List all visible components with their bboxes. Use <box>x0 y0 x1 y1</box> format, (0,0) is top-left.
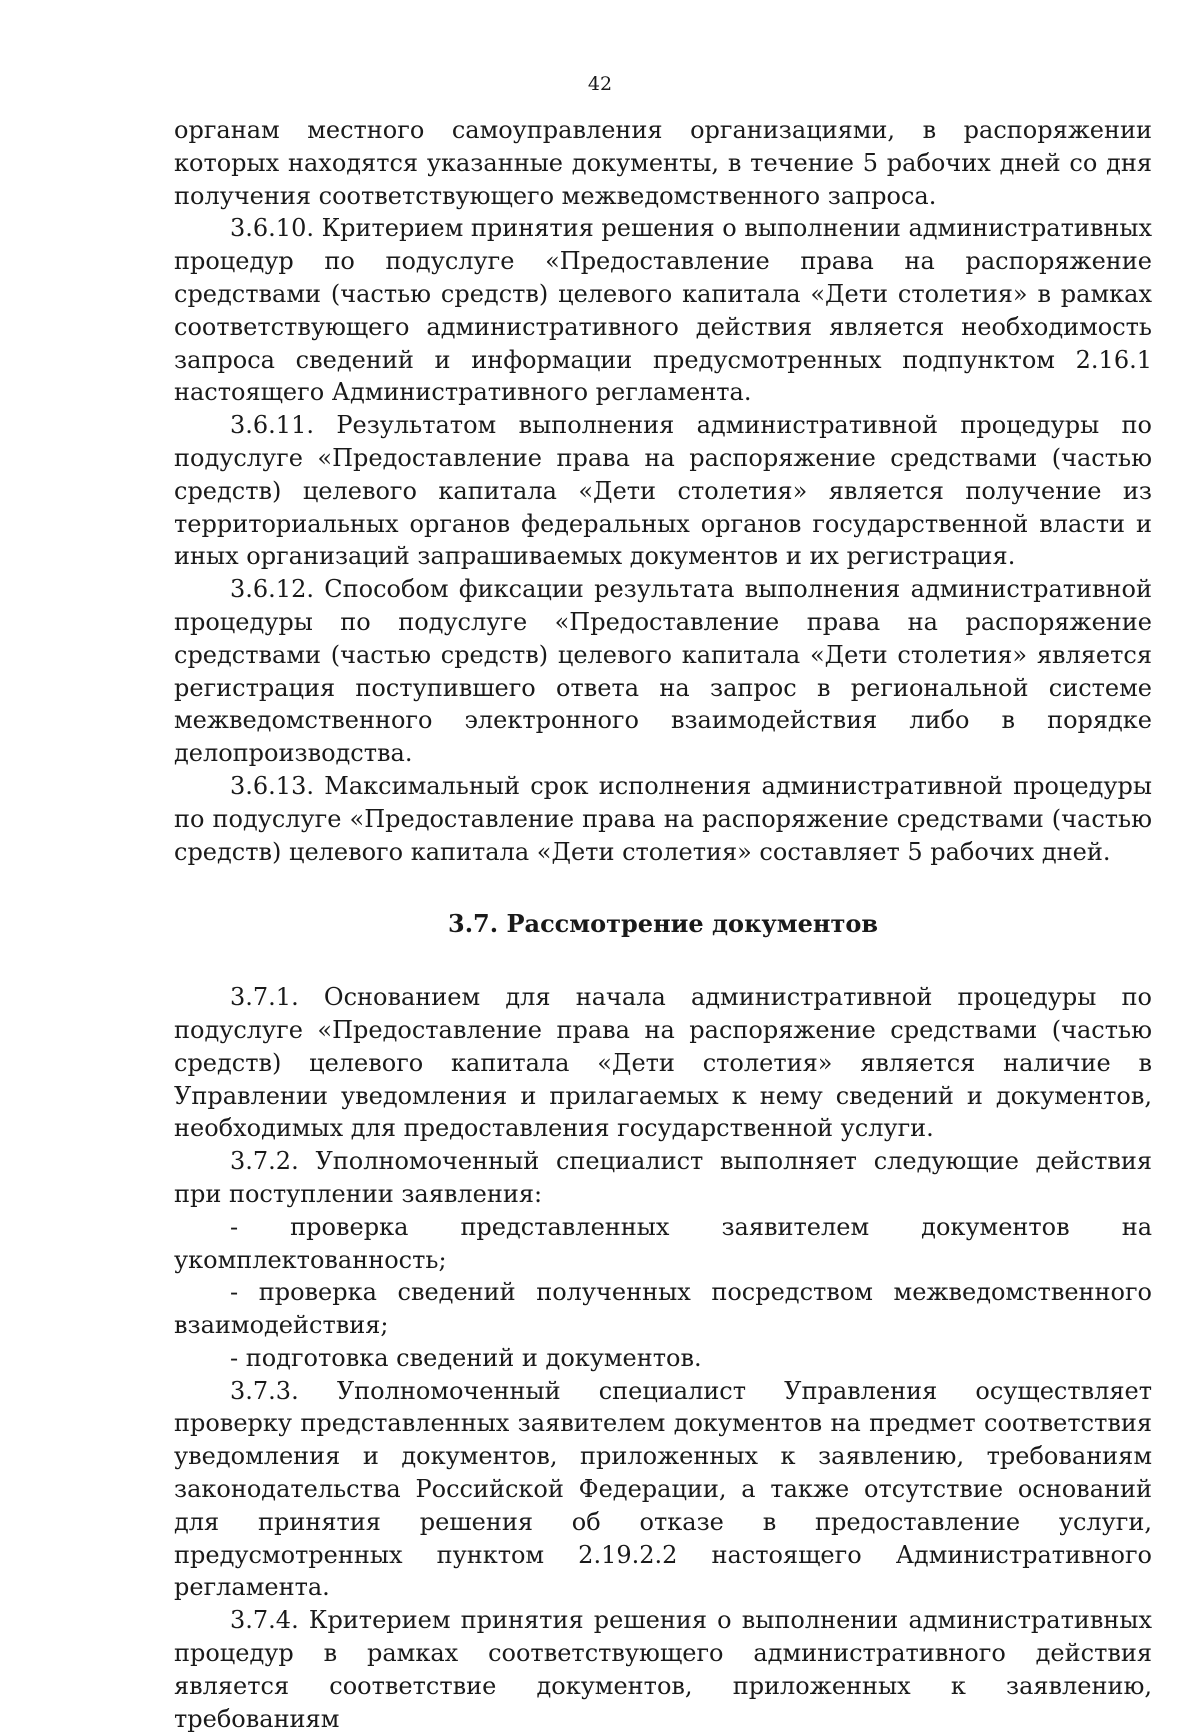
paragraph-3-6-13: 3.6.13. Максимальный срок исполнения административной процедуры по подуслуге «Предоставление права на распоряжение средствами (частью средств) целевого капитала «Дети столетия» составляет 5 рабочих дней. <box>174 771 1152 866</box>
page-number: 42 <box>587 73 613 95</box>
paragraph: органам местного самоуправления организациями, в распоряжении которых находятся указанные документы, в течение 5 рабочих дней со дня получения соответствующего межведомственного запроса. <box>174 116 1152 210</box>
document-body <box>174 114 1152 1735</box>
paragraph-3-7-2: 3.7.2. Уполномоченный специалист выполняет следующие действия при поступлении заявления: <box>174 1147 1152 1208</box>
paragraph-3-6-10: 3.6.10. Критерием принятия решения о выполнении административных процедур по подуслуге «Предоставление права на распоряжение средствами (частью средств) целевого капитала «Дети столетия» в рамках соответствующего административного действия является необходимость запроса сведений и информации предусмотренных подпунктом 2.16.1 настоящего Административного регламента. <box>174 214 1152 407</box>
paragraph-3-6-11: 3.6.11. Результатом выполнения административной процедуры по подуслуге «Предоставление права на распоряжение средствами (частью средств) целевого капитала «Дети столетия» является получение из территориальных органов федеральных органов государственной власти и иных организаций запрашиваемых документов и их регистрация. <box>174 411 1152 571</box>
list-item: - подготовка сведений и документов. <box>230 1343 702 1372</box>
section-title: 3.7. Рассмотрение документов <box>448 909 878 939</box>
paragraph-3-7-4: 3.7.4. Критерием принятия решения о выполнении административных процедур в рамках соответствующего административного действия является соответствие документов, приложенных к заявлению, требованиям <box>174 1606 1152 1733</box>
list-item: - проверка представленных заявителем документов на укомплектованность; <box>174 1212 1152 1274</box>
paragraph-3-7-1: 3.7.1. Основанием для начала административной процедуры по подуслуге «Предоставление права на распоряжение средствами (частью средств) целевого капитала «Дети столетия» является наличие в Управлении уведомления и прилагаемых к нему сведений и документов, необходимых для предоставления государственной услуги. <box>174 983 1152 1143</box>
list-item: - проверка сведений полученных посредством межведомственного взаимодействия; <box>174 1278 1152 1340</box>
paragraph-3-6-12: 3.6.12. Способом фиксации результата выполнения административной процедуры по подуслуге «Предоставление права на распоряжение средствами (частью средств) целевого капитала «Дети столетия» является регистрация поступившего ответа на запрос в региональной системе межведомственного электронного взаимодействия либо в порядке делопроизводства. <box>174 575 1152 768</box>
paragraph-3-7-3: 3.7.3. Уполномоченный специалист Управления осуществляет проверку представленных заявителем документов на предмет соответствия уведомления и документов, приложенных к заявлению, требованиям законодательства Российской Федерации, а также отсутствие оснований для принятия решения об отказе в предоставление услуги, предусмотренных пунктом 2.19.2.2 настоящего Административного регламента. <box>174 1376 1152 1602</box>
